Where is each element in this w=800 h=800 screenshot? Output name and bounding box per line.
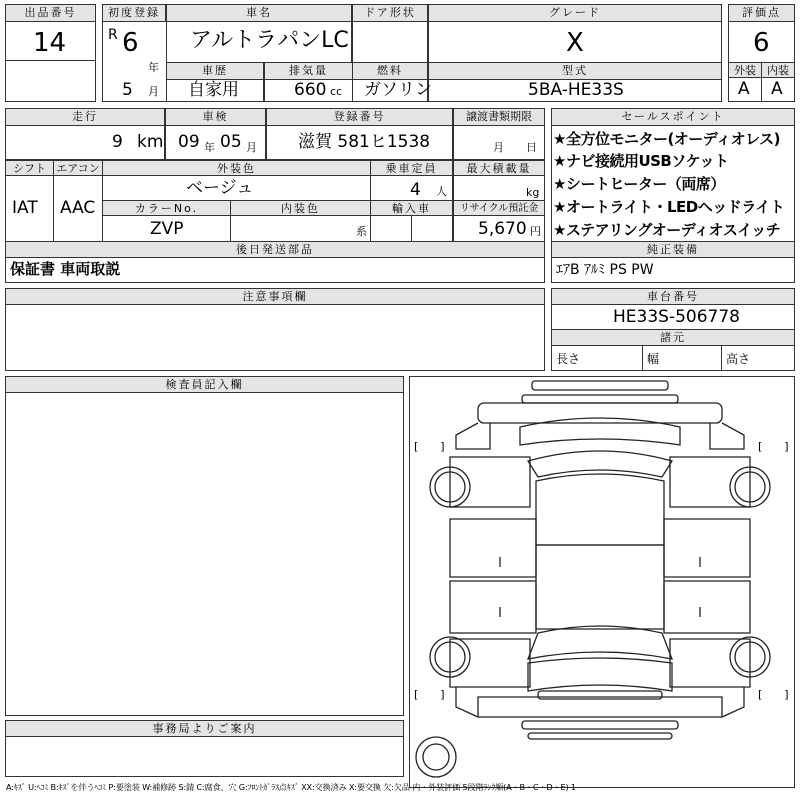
inspection-month-unit: 月 (246, 141, 257, 154)
displacement-unit: cc (330, 85, 343, 98)
diagram-bracket-right-bottom: [ ] (758, 688, 789, 701)
ext-label: 外装 (728, 62, 762, 78)
interior-color-unit: 系 (356, 225, 367, 238)
reg-month: 5 (122, 80, 133, 100)
lot-lower-cell (5, 60, 96, 102)
sales-point: ★オートライト・LEDヘッドライト (553, 198, 785, 216)
door-cell (352, 21, 428, 63)
equipment-label: 純正装備 (551, 241, 795, 258)
car-name-label: 車名 (166, 4, 352, 22)
era: R (108, 27, 118, 43)
chassis-label: 車台番号 (551, 288, 795, 305)
inspector-label: 検査員記入欄 (5, 376, 404, 393)
car-name: アルトラパンLC (190, 28, 349, 53)
ac-label: エアコン (53, 160, 103, 176)
car-outline-diagram (410, 377, 794, 787)
notes-label: 注意事項欄 (5, 288, 545, 305)
import-cell-a (370, 215, 412, 242)
ac-value: AAC (60, 198, 96, 218)
reg-year: 6 (122, 28, 139, 58)
shift-value: IAT (12, 198, 38, 218)
sales-label: セールスポイント (551, 108, 795, 126)
diagram-bracket-right-top: [ ] (758, 440, 789, 453)
lot-label: 出品番号 (5, 4, 96, 22)
legend: A:ｷｽﾞ U:ﾍｺﾐ B:ｷｽﾞを伴うﾍｺﾐ P:要塗装 W:補修跡 S:錆 C:腐食、穴 G:ﾌﾛﾝﾄｶﾞﾗｽ点ｷｽﾞ XX:交換済み X:要交換 欠:欠品 内・外装評価 5段階ﾗﾝｸ順(A・B・C・D・E) 1 (6, 782, 576, 792)
diagram-bracket-left-top: [ ] (414, 440, 445, 453)
transfer-day-unit: 日 (526, 141, 537, 154)
grade-label: グレード (428, 4, 722, 22)
recycle-label: リサイクル預託金 (453, 200, 545, 216)
fuel-value: ガソリン (364, 80, 432, 100)
capacity-value: 4 (410, 180, 421, 200)
history-value: 自家用 (188, 80, 239, 100)
interior-color-cell (230, 215, 371, 242)
load-unit: kg (526, 186, 540, 199)
score-value: 6 (753, 28, 770, 58)
diagram-bracket-left-bottom: [ ] (414, 688, 445, 701)
displacement-value: 660 (294, 80, 327, 100)
dim-height-label: 高さ (726, 352, 751, 366)
history-label: 車歴 (166, 62, 264, 80)
grade-value: X (566, 28, 584, 58)
load-label: 最大積載量 (453, 160, 545, 176)
inspection-label: 車検 (165, 108, 266, 126)
car-diagram (409, 376, 795, 788)
inspection-year-unit: 年 (204, 141, 215, 154)
dim-length-label: 長さ (556, 352, 581, 366)
model-value: 5BA-HE33S (528, 80, 624, 100)
office-label: 事務局よりご案内 (5, 720, 404, 737)
inspection-month: 05 (220, 132, 242, 152)
reg-no-value: 滋賀 581ヒ1538 (298, 132, 431, 152)
later-parts-value: 保証書 車両取説 (10, 260, 121, 278)
sales-points (553, 126, 795, 242)
ext-grade: A (738, 79, 750, 99)
score-label: 評価点 (728, 4, 795, 22)
color-value: ベージュ (186, 178, 254, 198)
recycle-unit: 円 (530, 225, 541, 238)
door-label: ドア形状 (352, 4, 428, 22)
mileage-value: 9 (112, 132, 123, 152)
import-label: 輸入車 (370, 200, 453, 216)
model-label: 型式 (428, 62, 722, 80)
sales-point: ★ステアリングオーディオスイッチ (553, 221, 781, 239)
interior-color-label: 内装色 (230, 200, 371, 216)
color-no-value: ZVP (150, 219, 184, 239)
lot-number: 14 (33, 28, 67, 58)
import-cell-b (411, 215, 453, 242)
color-label: 外装色 (102, 160, 371, 176)
fuel-label: 燃料 (352, 62, 428, 80)
dim-width-label: 幅 (647, 352, 660, 366)
mileage-unit: km (137, 132, 164, 152)
inspection-year: 09 (178, 132, 200, 152)
dimensions-label: 諸元 (551, 329, 795, 346)
sales-point: ★全方位モニター(オーディオレス) (553, 130, 781, 148)
capacity-unit: 人 (436, 185, 447, 198)
inspector-box (5, 376, 404, 716)
sales-point: ★ナビ接続用USBソケット (553, 152, 729, 170)
transfer-month-unit: 月 (493, 141, 504, 154)
later-parts-label: 後日発送部品 (5, 241, 545, 258)
displacement-label: 排気量 (264, 62, 353, 80)
sales-point: ★シートヒーター（両席） (553, 175, 725, 193)
first-reg-label: 初度登録 (102, 4, 166, 22)
recycle-value: 5,670 (478, 219, 527, 239)
shift-label: シフト (5, 160, 54, 176)
chassis-value: HE33S-506778 (613, 307, 740, 327)
color-no-label: カラーNo. (102, 200, 231, 216)
capacity-label: 乗車定員 (370, 160, 453, 176)
int-grade: A (771, 79, 783, 99)
year-unit: 年 (148, 61, 159, 74)
month-unit: 月 (148, 85, 159, 98)
reg-no-label: 登録番号 (266, 108, 453, 126)
int-label: 内装 (761, 62, 795, 78)
transfer-label: 譲渡書類期限 (453, 108, 545, 126)
equipment-value: ｴｱB ｱﾙﾐ PS PW (556, 262, 654, 278)
mileage-label: 走行 (5, 108, 165, 126)
